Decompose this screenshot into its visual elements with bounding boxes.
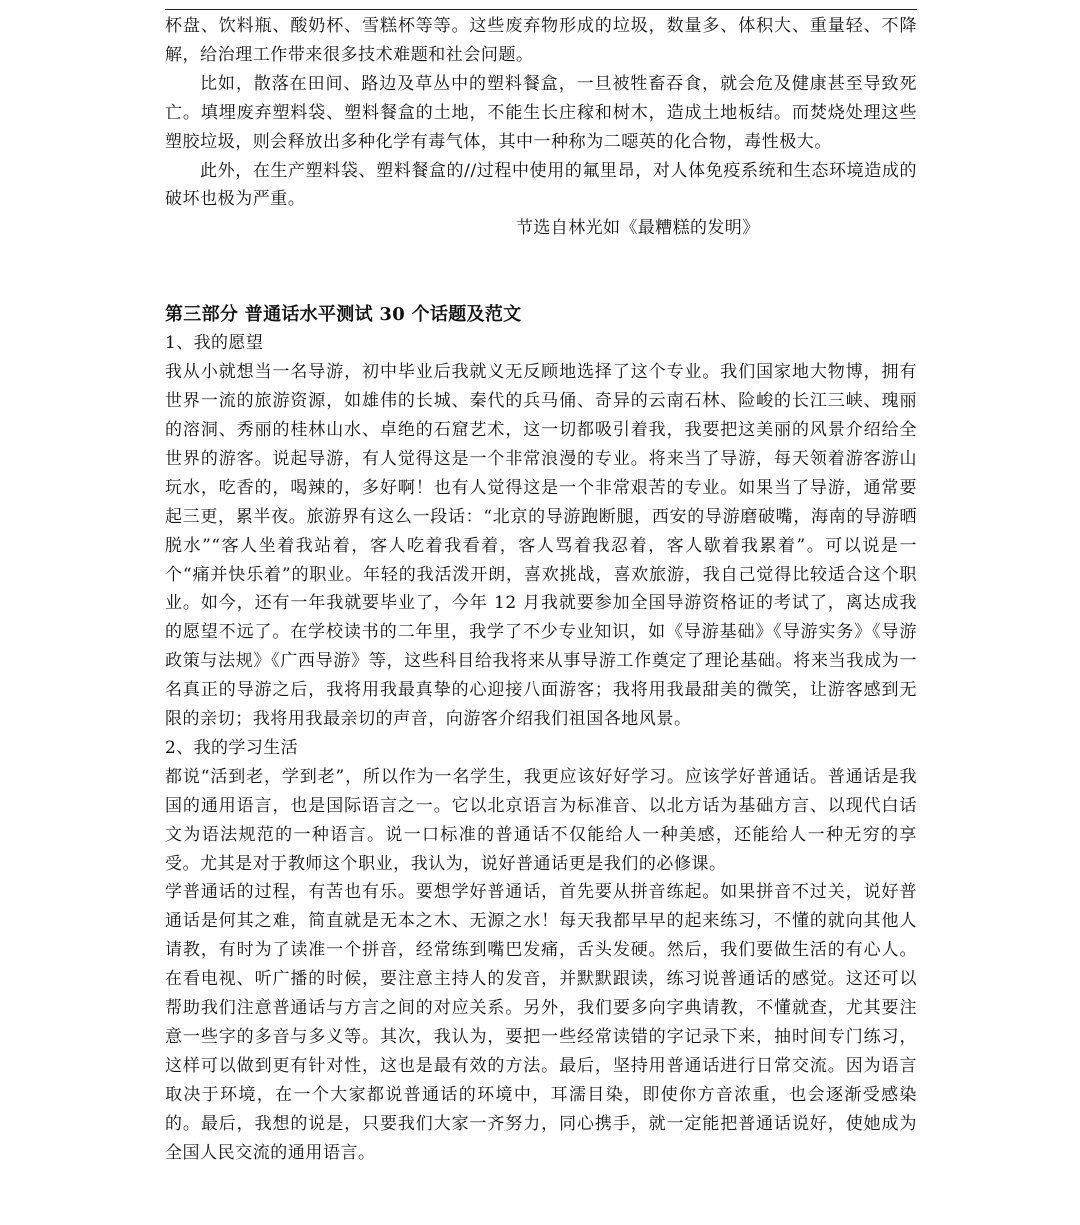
topic-heading-2: 2、我的学习生活 bbox=[165, 737, 299, 758]
excerpt-paragraph-2: 比如，散落在田间、路边及草丛中的塑料餐盒，一旦被牲畜吞食，就会危及健康甚至导致死亡。填埋废弃塑料袋、塑料餐盒的土地，不能生长庄稼和树木，造成土地板结。而焚烧处理这些塑胶垃圾，则会释放出多种化学有毒气体，其中一种称为二噁英的化合物，毒性极大。 bbox=[165, 73, 917, 152]
excerpt-section bbox=[165, 12, 917, 243]
document-page bbox=[165, 0, 917, 1225]
part-three-section bbox=[165, 300, 917, 1167]
section-title: 第三部分 普通话水平测试 30 个话题及范文 bbox=[165, 304, 522, 326]
excerpt-paragraph-3: 此外，在生产塑料袋、塑料餐盒的//过程中使用的氟里昂，对人体免疫系统和生态环境造成的破坏也极为严重。 bbox=[165, 160, 917, 210]
section-spacer bbox=[165, 243, 917, 300]
excerpt-paragraph-1: 杯盘、饮料瓶、酸奶杯、雪糕杯等等。这些废弃物形成的垃圾，数量多、体积大、重量轻、不降解，给治理工作带来很多技术难题和社会问题。 bbox=[165, 16, 917, 65]
topic-1-paragraph-1: 我从小就想当一名导游，初中毕业后我就义无反顾地选择了这个专业。我们国家地大物博，拥有世界一流的旅游资源，如雄伟的长城、秦代的兵马俑、奇异的云南石林、险峻的长江三峡、瑰丽的溶洞、秀丽的桂林山水、卓绝的石窟艺术，这一切都吸引着我，我要把这美丽的风景介绍给全世界的游客。说起导游，有人觉得这是一个非常浪漫的专业。将来当了导游，每天领着游客游山玩水，吃香的，喝辣的，多好啊！也有人觉得这是一个非常艰苦的专业。如果当了导游，通常要起三更，累半夜。旅游界有这么一段话：“北京的导游跑断腿，西安的导游磨破嘴，海南的导游晒脱水”“客人坐着我站着，客人吃着我看着，客人骂着我忍着，客人歇着我累着”。可以说是一个“痛并快乐着”的职业。年轻的我活泼开朗，喜欢挑战，喜欢旅游，我自己觉得比较适合这个职业。如今，还有一年我就要毕业了，今年 12 月我就要参加全国导游资格证的考试了，离达成我的愿望不远了。在学校读书的二年里，我学了不少专业知识，如《导游基础》《导游实务》《导游政策与法规》《广西导游》等，这些科目给我将来从事导游工作奠定了理论基础。将来当我成为一名真正的导游之后，我将用我最真挚的心迎接八面游客；我将用我最甜美的微笑，让游客感到无限的亲切；我将用我最亲切的声音，向游客介绍我们祖国各地风景。 bbox=[165, 362, 917, 730]
topic-2-paragraph-2: 学普通话的过程，有苦也有乐。要想学好普通话，首先要从拼音练起。如果拼音不过关，说好普通话是何其之难，简直就是无本之木、无源之水！每天我都早早的起来练习，不懂的就向其他人请教，有时为了读准一个拼音，经常练到嘴巴发痛，舌头发硬。然后，我们要做生活的有心人。在看电视、听广播的时候，要注意主持人的发音，并默默跟读，练习说普通话的感觉。这还可以帮助我们注意普通话与方言之间的对应关系。另外，我们要多向字典请教，不懂就查，尤其要注意一些字的多音与多义等。其次，我认为，要把一些经常读错的字记录下来，抽时间专门练习，这样可以做到更有针对性，这也是最有效的方法。最后，坚持用普通话进行日常交流。因为语言取决于环境，在一个大家都说普通话的环境中，耳濡目染，即使你方音浓重，也会逐渐受感染的。最后，我想的说是，只要我们大家一齐努力，同心携手，就一定能把普通话说好，使她成为全国人民交流的通用语言。 bbox=[165, 882, 917, 1163]
topic-heading-1: 1、我的愿望 bbox=[165, 333, 264, 354]
topic-2-paragraph-1: 都说“活到老，学到老”，所以作为一名学生，我更应该好好学习。应该学好普通话。普通话是我国的通用语言，也是国际语言之一。它以北京语言为标准音、以北方话为基础方言、以现代白话文为语法规范的一种语言。说一口标准的普通话不仅能给人一种美感，还能给人一种无穷的享受。尤其是对于教师这个职业，我认为，说好普通话更是我们的必修课。 bbox=[165, 766, 917, 874]
document-body bbox=[165, 12, 917, 1168]
header-rule bbox=[165, 9, 917, 10]
excerpt-citation: 节选自林光如《最糟糕的发明》 bbox=[516, 218, 760, 239]
